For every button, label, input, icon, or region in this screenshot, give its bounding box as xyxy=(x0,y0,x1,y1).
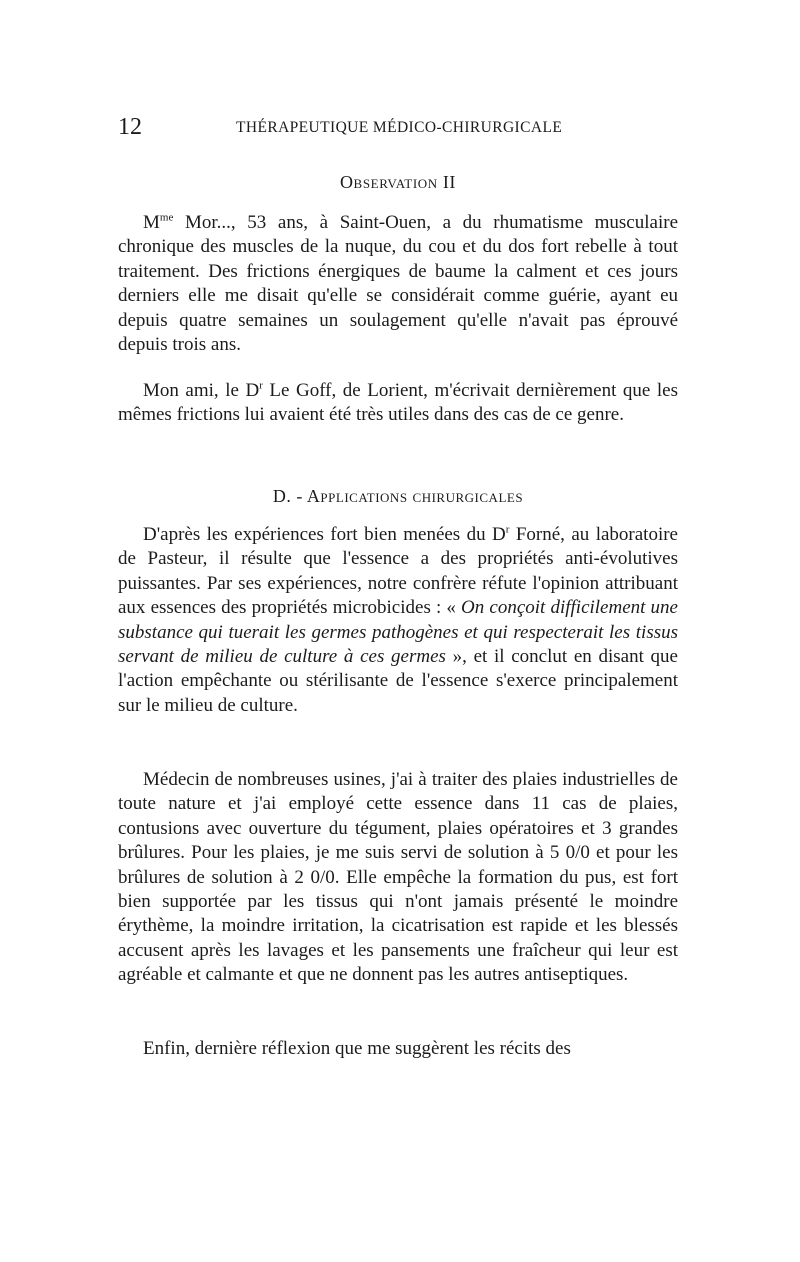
para2-after: Le Goff, de Lorient, m'écrivait dernièrement que les mêmes frictions lui avaient été très utiles dans des cas de ce genre. xyxy=(118,380,678,426)
salutation-superscript: me xyxy=(159,211,174,224)
observation-paragraph-1 xyxy=(118,211,678,357)
page-header xyxy=(118,114,678,144)
observation-paragraph-2 xyxy=(118,379,678,428)
para3-superscript: r xyxy=(505,523,510,536)
para2-before: Mon ami, le D xyxy=(143,380,260,401)
section-paragraph-2: Médecin de nombreuses usines, j'ai à traiter des plaies industrielles de toute nature et j'ai employé cette essence dans 11 cas de plaies, contusions avec ouverture du tégument, plaies opératoires et 3 grandes brûlures. Pour les plaies, je me suis servi de solution à 5 0/0 et pour les brûlures de solution à 2 0/0. Elle empêche la formation du pus, est fort bien supportée par les tissus qui n'ont jamais présenté le moindre érythème, la moindre irritation, la cicatrisation est rapide et les blessés accusent après les lavages et les pansements une fraîcheur qui leur est agréable et calmante et que ne donnent pas les autres antiseptiques. xyxy=(118,769,678,986)
page-number: 12 xyxy=(118,114,142,140)
para3-after: », et il conclut en disant que l'action empêchante ou stérilisante de l'essence s'exerce principalement sur le milieu de culture. xyxy=(118,646,678,716)
para3-quote: On conçoit difficilement une substance qui tuerait les germes pathogènes et qui respecterait les tissus servant de milieu de culture à ces germes xyxy=(118,597,678,668)
section-paragraph-1 xyxy=(118,523,678,718)
para3-before: D'après les expériences fort bien menées du D xyxy=(143,524,506,545)
para3-middle: Forné, au laboratoire de Pasteur, il résulte que l'essence a des propriétés anti-évolutives puissantes. Par ses expériences, notre confrère réfute l'opinion attribuant aux essences des propriétés microbicides : « xyxy=(118,524,678,619)
observation-title: Observation II xyxy=(339,172,457,192)
running-title: THÉRAPEUTIQUE MÉDICO-CHIRURGICALE xyxy=(236,119,563,136)
observation-text-1: Mor..., 53 ans, à Saint-Ouen, a du rhumatisme musculaire chronique des muscles de la nuque, du cou et du dos fort rebelle à tout traitement. Des frictions énergiques de baume la calment et ces jours derniers elle me disait qu'elle se considérait comme guérie, ayant eu depuis quatre semaines un soulagement qu'elle n'avait pas éprouvé depuis trois ans. xyxy=(118,212,678,356)
section-title: D. - Applications chirurgicales xyxy=(272,486,524,506)
salutation: M xyxy=(143,212,160,233)
section-paragraph-3: Enfin, dernière réflexion que me suggèrent les récits des xyxy=(143,1038,571,1059)
para2-superscript: r xyxy=(259,379,263,392)
